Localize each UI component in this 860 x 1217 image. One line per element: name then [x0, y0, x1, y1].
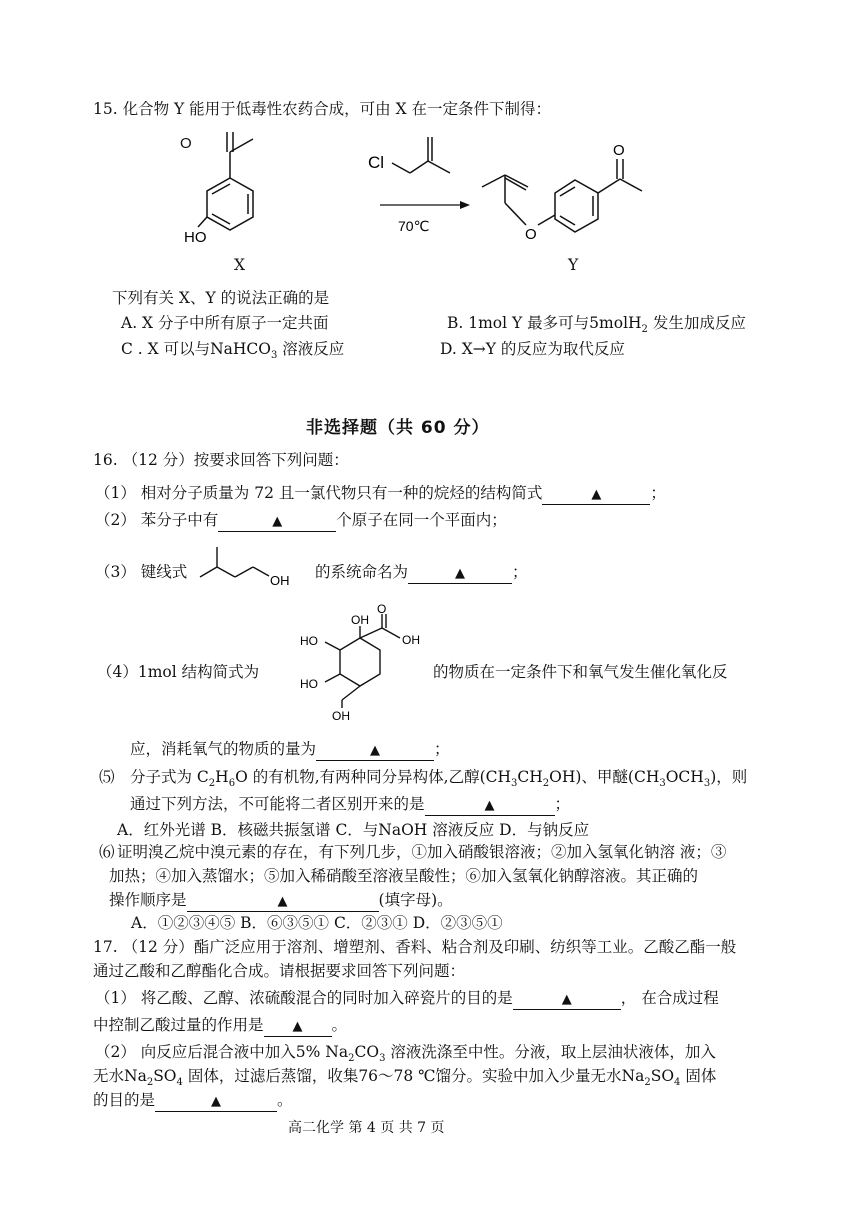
q16-part4-label: （4）1mol 结构简式为	[97, 663, 260, 681]
q17-part2-line2: 无水$Na_2SO_4$ 固体，过滤后蒸馏，收集76～78 ℃馏分。实验中加入少量无水$Na_2SO_4$ 固体	[93, 1067, 717, 1089]
atom-oh: OH	[351, 613, 369, 627]
q15-option-d: D. X→Y 的反应为取代反应	[440, 340, 625, 358]
atom-oh: OH	[402, 633, 420, 647]
atom-ho: HO	[300, 634, 318, 648]
page-footer: 高二化学 第 4 页 共 7 页	[288, 1120, 445, 1136]
atom-ho: HO	[300, 677, 318, 691]
atom-o: O	[377, 602, 387, 616]
answer-blank[interactable]: ▲	[218, 511, 336, 532]
q16-part5: 分子式为 $C_2H_6O$ 的有机物,有两种同分异构体,乙醇$(CH_3CH_2OH)$、甲醚$(CH_3OCH_3)$，则	[130, 768, 748, 790]
answer-blank[interactable]: ▲	[187, 891, 379, 912]
label-y: Y	[568, 256, 579, 274]
q17-part2: （2） 向反应后混合液中加入5% $Na_2CO_3$ 溶液洗涤至中性。分液，取上层油状液体，加入	[95, 1043, 716, 1065]
q16-part6-number: ⑹	[99, 843, 115, 861]
atom-oh: OH	[270, 573, 290, 588]
answer-blank[interactable]: ▲	[155, 1091, 277, 1112]
q16-stem: 16. （12 分）按要求回答下列问题：	[93, 451, 349, 469]
reaction-condition: 70℃	[398, 218, 430, 234]
q15-option-a: A. X 分子中所有原子一定共面	[121, 314, 329, 332]
q15-intro: 下列有关 X、Y 的说法正确的是	[112, 289, 330, 307]
atom-o-ether: O	[525, 226, 537, 243]
q17-part2-line3: 的目的是 ▲ 。	[93, 1088, 293, 1112]
reaction-arrow	[380, 201, 470, 209]
q16-part6-line1: 证明溴乙烷中溴元素的存在，有下列几步，①加入硝酸银溶液；②加入氢氧化钠溶 液；③	[117, 843, 727, 861]
q15-reaction-scheme	[170, 135, 690, 285]
q16-part3: 的系统命名为 ▲ ；	[315, 560, 528, 584]
q16-part5-number: ⑸	[99, 768, 115, 786]
q15-stem: 15. 化合物 Y 能用于低毒性农药合成，可由 X 在一定条件下制得：	[93, 100, 552, 118]
q16-part5-options: A．红外光谱 B．核磁共振氢谱 C．与NaOH 溶液反应 D．与钠反应	[117, 821, 590, 839]
q17-part1: （1） 将乙酸、乙醇、浓硫酸混合的同时加入碎瓷片的目的是 ▲ ， 在合成过程	[95, 986, 719, 1010]
atom-oh: OH	[332, 709, 350, 723]
answer-blank[interactable]: ▲	[408, 563, 512, 584]
answer-blank[interactable]: ▲	[513, 989, 621, 1010]
cyclohexane-structure	[270, 602, 435, 725]
q17-part1-line2: 中控制乙酸过量的作用是 ▲ 。	[93, 1013, 347, 1037]
answer-blank[interactable]: ▲	[542, 484, 650, 505]
reagent-chain	[392, 137, 450, 173]
q17-line1: 17. （12 分）酯广泛应用于溶剂、增塑剂、香料、粘合剂及印刷、纺织等工业。乙酸乙酯一般	[93, 938, 737, 956]
q16-part5-line2: 通过下列方法，不可能将二者区别开来的是 ▲ ；	[130, 792, 570, 816]
q16-part6-line2: 加热；④加入蒸馏水；⑤加入稀硝酸至溶液呈酸性；⑥加入氢氧化钠醇溶液。其正确的	[109, 867, 699, 885]
q15-option-b: B. 1mol Y 最多可与5molH$_2$ 发生加成反应	[447, 314, 746, 336]
q16-part1: （1） 相对分子质量为 72 且一氯代物只有一种的烷烃的结构简式 ▲ ；	[95, 481, 666, 505]
answer-blank[interactable]: ▲	[425, 795, 555, 816]
q16-part6-line3: 操作顺序是 ▲ (填字母)。	[109, 888, 453, 912]
q16-part4-line2: 应，消耗氧气的物质的量为 ▲ ；	[130, 737, 450, 761]
q16-part3-label: （3） 键线式	[95, 563, 188, 581]
atom-o-ketone: O	[613, 142, 625, 159]
q16-part4: 的物质在一定条件下和氧气发生催化氧化反	[433, 663, 728, 681]
molecule-y	[482, 159, 642, 232]
answer-blank[interactable]: ▲	[264, 1016, 332, 1037]
answer-blank[interactable]: ▲	[316, 740, 434, 761]
section-title: 非选择题（共 60 分）	[306, 418, 490, 438]
bond-line-structure	[195, 543, 295, 588]
q16-part6-options: A．①②③④⑤ B．⑥③⑤① C．②③① D．②③⑤①	[131, 914, 503, 932]
molecule-x	[198, 132, 253, 230]
atom-o-x-label: O	[180, 135, 192, 152]
q16-part2: （2） 苯分子中有 ▲ 个原子在同一个平面内；	[95, 508, 507, 532]
atom-ho: HO	[184, 229, 207, 246]
label-x: X	[234, 256, 246, 274]
q17-line2: 通过乙酸和乙醇酯化合成。请根据要求回答下列问题：	[93, 962, 466, 980]
atom-cl: Cl	[368, 153, 385, 172]
q15-option-c: C . X 可以与NaHCO$_3$ 溶液反应	[121, 340, 345, 362]
